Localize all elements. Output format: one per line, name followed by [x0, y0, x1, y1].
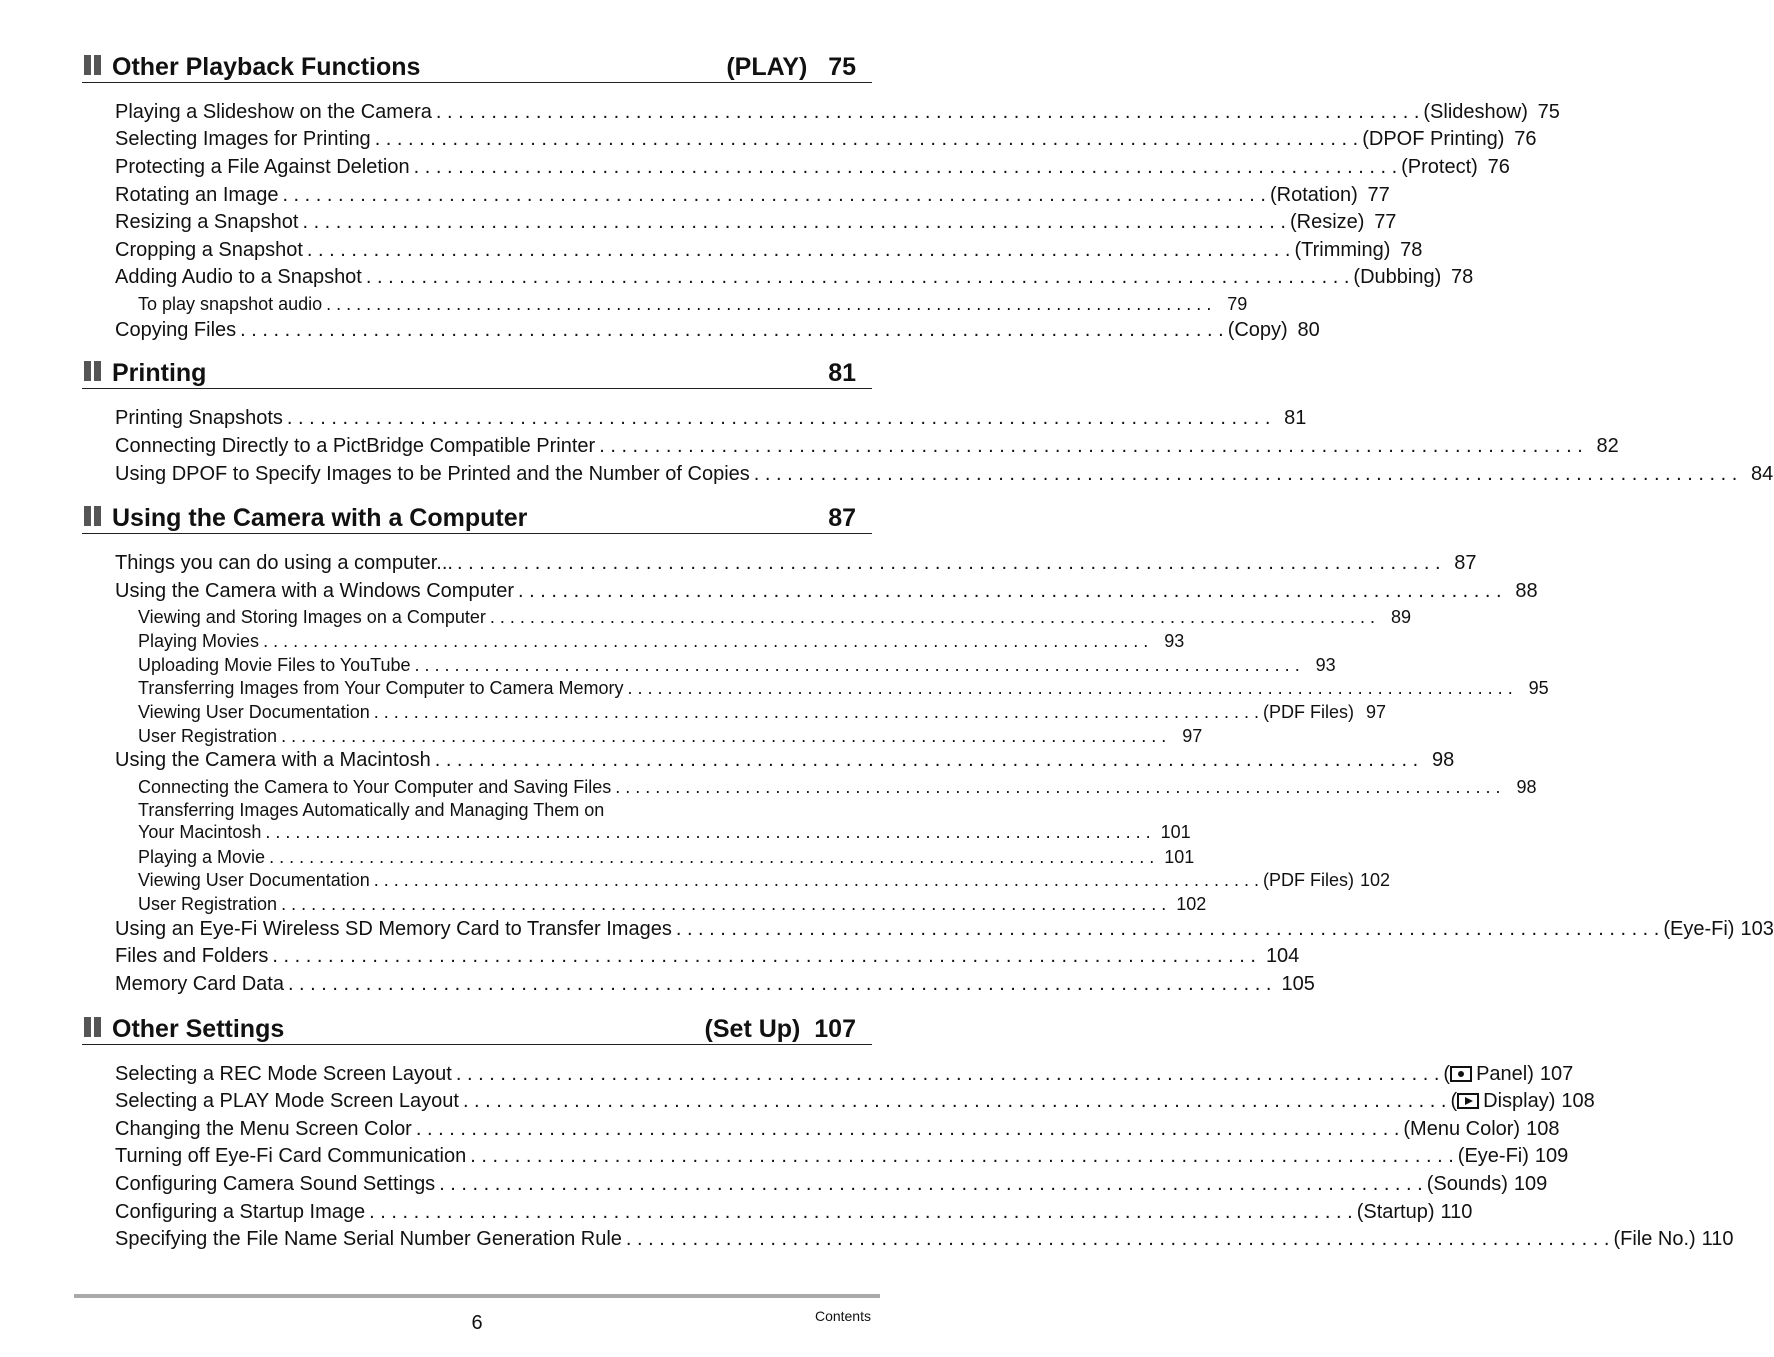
- toc-subentry-multiline[interactable]: Transferring Images Automatically and Managing Them on Your Macintosh . . . 101: [126, 799, 856, 843]
- rec-camera-icon: [1450, 1066, 1472, 1082]
- section-header: [82, 1014, 872, 1045]
- play-mode-icon: [1457, 1093, 1479, 1109]
- section-page: 81: [828, 359, 856, 387]
- toc-entry[interactable]: Printing Snapshots . . . 81: [115, 405, 856, 432]
- section-marker-icon: [84, 55, 101, 75]
- section-mode-page: (Set Up) 107: [704, 1015, 856, 1043]
- footer-divider: [74, 1294, 880, 1298]
- toc-entry[interactable]: Files and Folders . . . 104: [115, 943, 856, 970]
- toc-entry[interactable]: Configuring a Startup Image . . . (Startup) 110: [115, 1199, 856, 1226]
- section-marker-icon: [84, 506, 101, 526]
- page-number: 6: [471, 1312, 483, 1334]
- toc-entry[interactable]: Playing a Slideshow on the Camera . . . (Slideshow) 75: [115, 99, 856, 126]
- section-printing: [82, 358, 1774, 485]
- section-other-playback: [82, 52, 1560, 341]
- toc-entry[interactable]: Memory Card Data . . . 105: [115, 971, 856, 998]
- section-mode-page: (PLAY) 75: [726, 53, 856, 81]
- toc-entry[interactable]: Copying Files . . . (Copy) 80: [115, 317, 856, 344]
- toc-entry[interactable]: Using an Eye-Fi Wireless SD Memory Card to Transfer Images . . . (Eye-Fi) 103: [115, 916, 856, 943]
- section-title: Using the Camera with a Computer: [112, 504, 528, 532]
- toc-entry[interactable]: Using the Camera with a Windows Computer . . . 88: [115, 578, 856, 605]
- toc-entry[interactable]: Configuring Camera Sound Settings . . . (Sounds) 109: [115, 1171, 856, 1198]
- toc-entry[interactable]: Connecting Directly to a PictBridge Compatible Printer . . . 82: [115, 433, 856, 460]
- toc-entry[interactable]: Selecting a REC Mode Screen Layout . . . ( Panel) 107: [115, 1061, 856, 1088]
- toc-subentry[interactable]: Playing a Movie . . . 101: [126, 845, 856, 869]
- toc-entry[interactable]: Adding Audio to a Snapshot . . . (Dubbing) 78: [115, 264, 856, 291]
- section-title: Printing: [112, 359, 207, 387]
- toc-entry[interactable]: Changing the Menu Screen Color . . . (Menu Color) 108: [115, 1116, 856, 1143]
- section-marker-icon: [84, 361, 101, 381]
- toc-entry[interactable]: Specifying the File Name Serial Number Generation Rule . . . (File No.) 110: [115, 1226, 856, 1253]
- section-header: [82, 503, 872, 534]
- toc-subentry[interactable]: User Registration . . . 102: [126, 892, 856, 916]
- section-marker-icon: [84, 1017, 101, 1037]
- section-computer: [82, 503, 1774, 995]
- section-title: Other Playback Functions: [112, 53, 421, 81]
- toc-subentry[interactable]: Transferring Images from Your Computer to Camera Memory . . . 95: [126, 676, 856, 700]
- toc-entry[interactable]: Selecting a PLAY Mode Screen Layout . . . ( Display) 108: [115, 1088, 856, 1115]
- section-header: [82, 358, 872, 389]
- toc-subentry[interactable]: Uploading Movie Files to YouTube . . . 93: [126, 653, 856, 677]
- toc-entry[interactable]: Cropping a Snapshot . . . (Trimming) 78: [115, 237, 856, 264]
- toc-subentry[interactable]: Playing Movies . . . 93: [126, 629, 856, 653]
- toc-subentry[interactable]: User Registration . . . 97: [126, 724, 856, 748]
- section-header: [82, 52, 872, 83]
- section-page: 87: [828, 504, 856, 532]
- toc-entry[interactable]: Resizing a Snapshot . . . (Resize) 77: [115, 209, 856, 236]
- toc-entry[interactable]: Rotating an Image . . . (Rotation) 77: [115, 182, 856, 209]
- section-title: Other Settings: [112, 1015, 285, 1043]
- footer-label[interactable]: Contents: [814, 1308, 871, 1324]
- toc-entry[interactable]: Using DPOF to Specify Images to be Printed and the Number of Copies . . . 84: [115, 461, 856, 488]
- toc-entry[interactable]: Turning off Eye-Fi Card Communication . . . (Eye-Fi) 109: [115, 1143, 856, 1170]
- toc-entry[interactable]: Selecting Images for Printing . . . (DPOF Printing) 76: [115, 126, 856, 153]
- toc-subentry[interactable]: Viewing and Storing Images on a Computer . . . 89: [126, 605, 856, 629]
- toc-subentry[interactable]: Viewing User Documentation . . . (PDF Files) 102: [126, 868, 856, 892]
- toc-subentry[interactable]: Viewing User Documentation . . . (PDF Files) 97: [126, 700, 856, 724]
- toc-subentry[interactable]: Connecting the Camera to Your Computer and Saving Files . . . 98: [126, 775, 856, 799]
- section-other-settings: [82, 1014, 1734, 1250]
- toc-subentry[interactable]: To play snapshot audio . . . 79: [126, 292, 856, 316]
- toc-entry[interactable]: Protecting a File Against Deletion . . . (Protect) 76: [115, 154, 856, 181]
- toc-entry[interactable]: Using the Camera with a Macintosh . . . 98: [115, 747, 856, 774]
- toc-entry[interactable]: Things you can do using a computer... . . . 87: [115, 550, 856, 577]
